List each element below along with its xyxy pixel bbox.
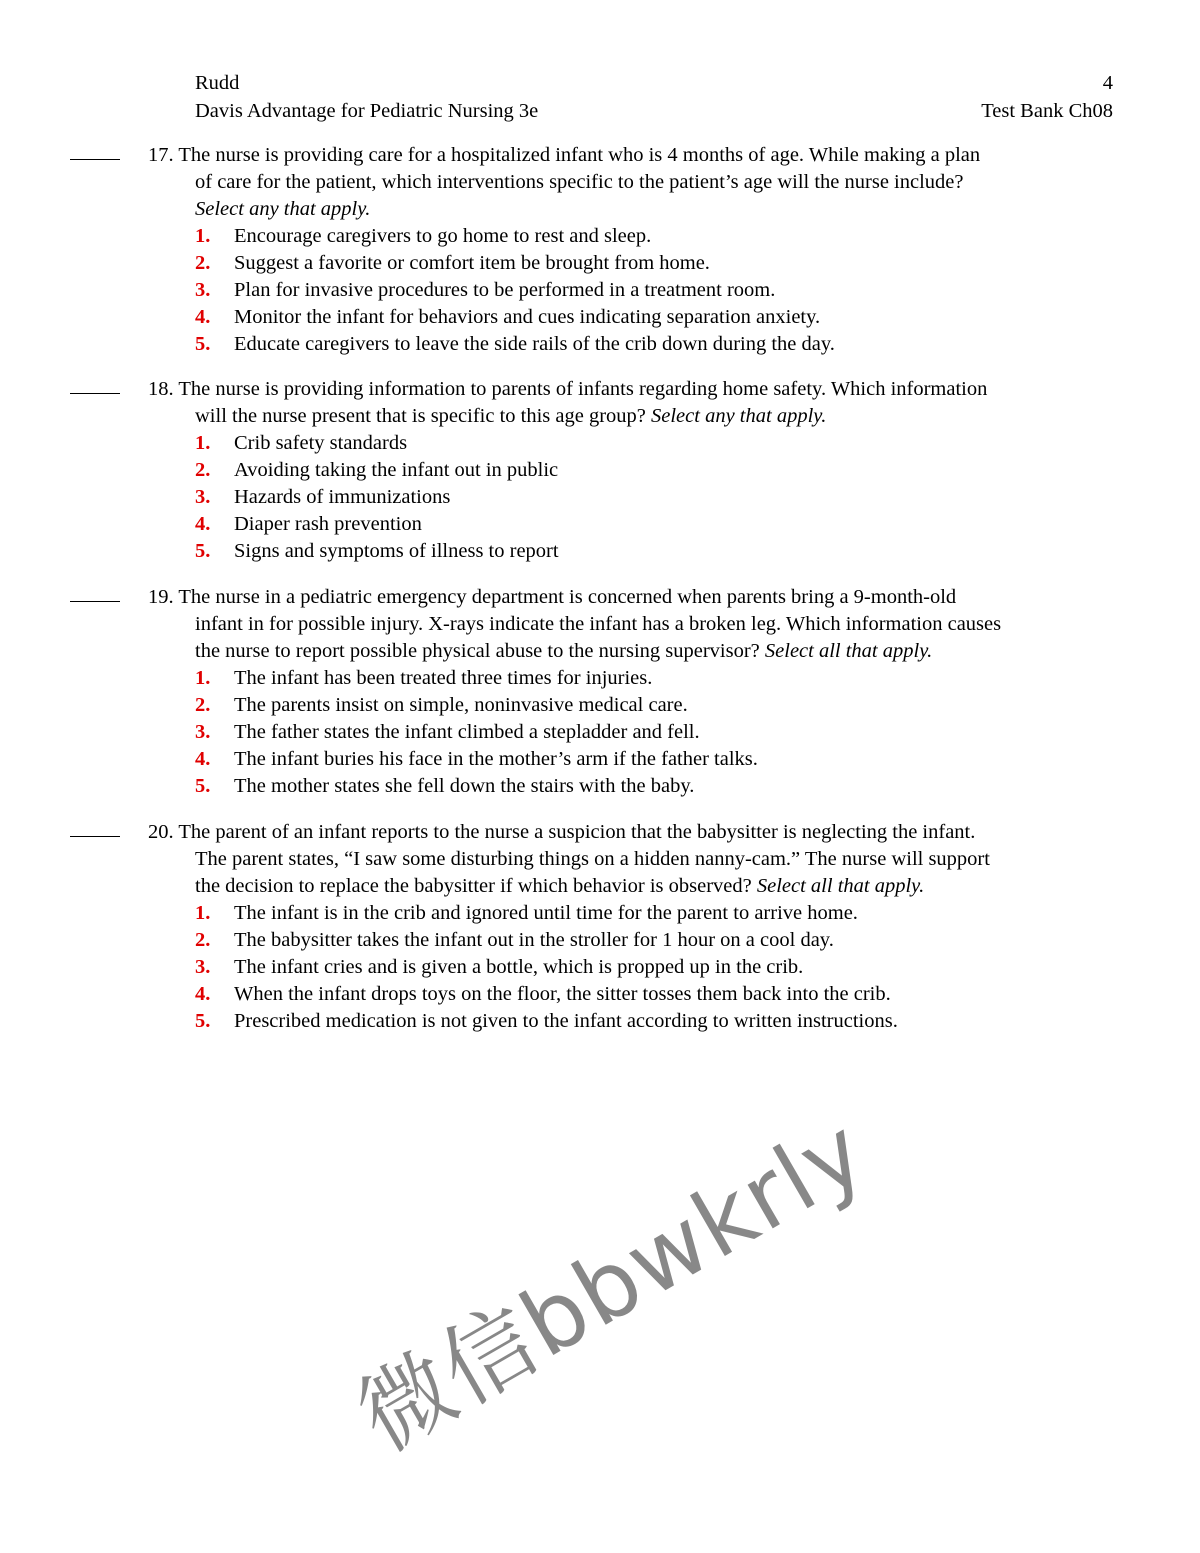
option-text: Educate caregivers to leave the side rails of the crib down during the day. xyxy=(234,333,835,355)
question-number: 20. xyxy=(148,821,174,843)
question-stem-line xyxy=(195,846,990,873)
option-number: 3. xyxy=(195,956,211,978)
question-stem-text: The nurse is providing care for a hospitalized infant who is 4 months of age. While making a plan xyxy=(178,144,981,166)
section-title: Test Bank Ch08 xyxy=(981,100,1113,122)
author: Rudd xyxy=(195,72,240,94)
option-text: The infant is in the crib and ignored until time for the parent to arrive home. xyxy=(234,902,858,924)
header-line-1 xyxy=(195,72,1113,95)
answer-option xyxy=(195,719,700,746)
question-stem-line xyxy=(195,611,1001,638)
question-stem-line xyxy=(195,169,963,196)
answer-option xyxy=(195,900,858,927)
instruction: Select any that apply. xyxy=(195,198,371,220)
book-title: Davis Advantage for Pediatric Nursing 3e xyxy=(195,100,539,122)
instruction: Select any that apply. xyxy=(651,405,827,427)
option-number: 4. xyxy=(195,748,211,770)
option-text: Avoiding taking the infant out in public xyxy=(234,459,559,481)
answer-blank[interactable] xyxy=(70,159,120,160)
answer-blank[interactable] xyxy=(70,393,120,394)
question-stem-line xyxy=(148,584,956,611)
question-stem-line xyxy=(148,819,975,846)
option-number: 3. xyxy=(195,486,211,508)
answer-option xyxy=(195,304,820,331)
question-stem-text: the nurse to report possible physical abuse to the nursing supervisor? xyxy=(195,640,760,662)
answer-blank[interactable] xyxy=(70,836,120,837)
question-stem-text: of care for the patient, which interventions specific to the patient’s age will the nurse include? xyxy=(195,171,964,193)
answer-option xyxy=(195,457,558,484)
option-number: 5. xyxy=(195,1010,211,1032)
option-text: The infant cries and is given a bottle, which is propped up in the crib. xyxy=(234,956,804,978)
option-text: Hazards of immunizations xyxy=(234,486,451,508)
answer-option xyxy=(195,692,688,719)
question-stem-text: The nurse in a pediatric emergency department is concerned when parents bring a 9-month-old xyxy=(178,586,957,608)
answer-option xyxy=(195,277,775,304)
watermark: 微信bbwkrly xyxy=(340,1096,884,1473)
option-number: 2. xyxy=(195,252,211,274)
option-text: Suggest a favorite or comfort item be brought from home. xyxy=(234,252,710,274)
option-number: 1. xyxy=(195,225,211,247)
option-number: 2. xyxy=(195,929,211,951)
option-text: The mother states she fell down the stairs with the baby. xyxy=(234,775,695,797)
option-text: Prescribed medication is not given to the infant according to written instructions. xyxy=(234,1010,898,1032)
answer-option xyxy=(195,430,407,457)
answer-option xyxy=(195,250,710,277)
option-text: The babysitter takes the infant out in the stroller for 1 hour on a cool day. xyxy=(234,929,834,951)
question-number: 19. xyxy=(148,586,174,608)
question-stem-text: will the nurse present that is specific to this age group? xyxy=(195,405,646,427)
answer-option xyxy=(195,511,422,538)
option-number: 1. xyxy=(195,432,211,454)
option-number: 5. xyxy=(195,775,211,797)
answer-option xyxy=(195,981,891,1008)
option-number: 4. xyxy=(195,306,211,328)
instruction: Select all that apply. xyxy=(764,640,933,662)
option-text: Crib safety standards xyxy=(234,432,408,454)
option-number: 5. xyxy=(195,333,211,355)
option-number: 1. xyxy=(195,667,211,689)
answer-option xyxy=(195,927,834,954)
option-text: The parents insist on simple, noninvasive medical care. xyxy=(234,694,688,716)
question-stem-text: The nurse is providing information to parents of infants regarding home safety. Which information xyxy=(178,378,988,400)
option-text: The infant buries his face in the mother’s arm if the father talks. xyxy=(234,748,758,770)
question-stem-line xyxy=(148,142,980,169)
answer-option xyxy=(195,773,694,800)
answer-option xyxy=(195,223,651,250)
option-text: Plan for invasive procedures to be performed in a treatment room. xyxy=(234,279,776,301)
question-stem-text: The parent of an infant reports to the nurse a suspicion that the babysitter is neglecting the infant. xyxy=(178,821,976,843)
page-number: 4 xyxy=(1102,72,1113,94)
question-number: 17. xyxy=(148,144,174,166)
answer-option xyxy=(195,954,803,981)
answer-option xyxy=(195,746,758,773)
option-number: 2. xyxy=(195,694,211,716)
answer-option xyxy=(195,538,559,565)
option-text: Signs and symptoms of illness to report xyxy=(234,540,559,562)
option-number: 4. xyxy=(195,513,211,535)
question-stem-line xyxy=(195,638,932,665)
answer-blank[interactable] xyxy=(70,601,120,602)
option-number: 3. xyxy=(195,279,211,301)
question-stem-line xyxy=(148,376,987,403)
answer-option xyxy=(195,665,652,692)
answer-option xyxy=(195,484,450,511)
option-text: The father states the infant climbed a stepladder and fell. xyxy=(234,721,700,743)
answer-option xyxy=(195,331,835,358)
question-stem-text: the decision to replace the babysitter if which behavior is observed? xyxy=(195,875,752,897)
option-text: Encourage caregivers to go home to rest and sleep. xyxy=(234,225,652,247)
option-number: 1. xyxy=(195,902,211,924)
question-stem-text: The parent states, “I saw some disturbing things on a hidden nanny-cam.” The nurse will support xyxy=(195,848,990,870)
option-text: When the infant drops toys on the floor, the sitter tosses them back into the crib. xyxy=(234,983,891,1005)
option-text: Monitor the infant for behaviors and cues indicating separation anxiety. xyxy=(234,306,821,328)
question-number: 18. xyxy=(148,378,174,400)
header-line-2 xyxy=(195,100,1113,123)
question-stem-line xyxy=(195,873,924,900)
option-number: 4. xyxy=(195,983,211,1005)
option-text: The infant has been treated three times for injuries. xyxy=(234,667,653,689)
option-number: 2. xyxy=(195,459,211,481)
instruction: Select all that apply. xyxy=(756,875,925,897)
option-number: 3. xyxy=(195,721,211,743)
question-stem-text: infant in for possible injury. X-rays indicate the infant has a broken leg. Which information causes xyxy=(195,613,1002,635)
answer-option xyxy=(195,1008,898,1035)
question-stem-line xyxy=(195,403,826,430)
option-number: 5. xyxy=(195,540,211,562)
question-stem-line xyxy=(195,196,370,223)
option-text: Diaper rash prevention xyxy=(234,513,422,535)
